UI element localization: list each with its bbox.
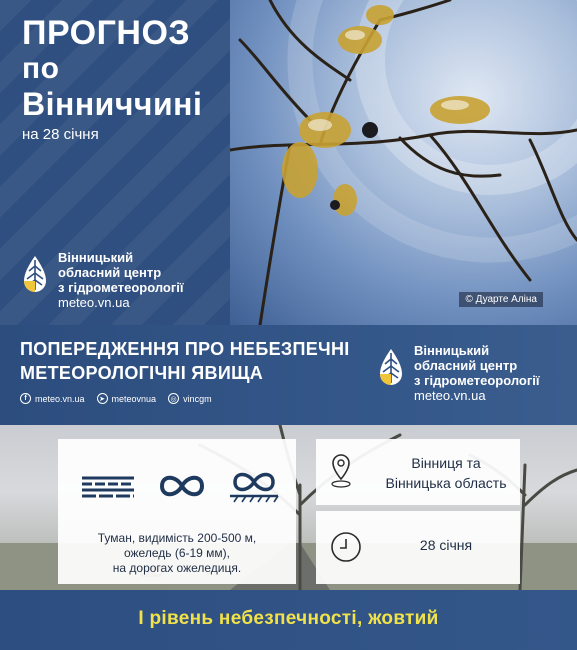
location-line-2: Вінницька область bbox=[385, 475, 507, 491]
social-links bbox=[20, 393, 212, 404]
photo-credit: © Дуарте Аліна bbox=[459, 292, 543, 307]
icy-branch-photo bbox=[230, 0, 577, 325]
forecast-date: на 28 січня bbox=[22, 126, 99, 143]
logo2-line-2: обласний центр bbox=[414, 358, 518, 373]
instagram-icon: ◎ bbox=[168, 393, 179, 404]
forecast-panel bbox=[0, 0, 230, 325]
phenomena-line-3: на дорогах ожеледиця. bbox=[112, 561, 242, 575]
social-facebook-label: meteo.vn.ua bbox=[35, 393, 85, 404]
warning-date: 28 січня bbox=[419, 537, 473, 553]
location-card bbox=[316, 439, 520, 505]
logo2-url[interactable]: meteo.vn.ua bbox=[414, 388, 486, 403]
road-ice-icon bbox=[228, 469, 280, 503]
danger-level-bar bbox=[0, 590, 577, 650]
telegram-icon: ➤ bbox=[97, 393, 108, 404]
social-telegram[interactable] bbox=[97, 393, 157, 404]
phenomena-card bbox=[58, 439, 296, 584]
phenomena-description bbox=[58, 531, 296, 576]
phenomena-line-2: ожеледь (6-19 мм), bbox=[123, 546, 231, 560]
logo-url[interactable]: meteo.vn.ua bbox=[58, 295, 130, 310]
warning-title-line-2: МЕТЕОРОЛОГІЧНІ ЯВИЩА bbox=[20, 363, 264, 383]
icy-branch-illustration bbox=[230, 0, 577, 325]
logo-line-3: з гідрометеорології bbox=[58, 280, 184, 295]
facebook-icon: f bbox=[20, 393, 31, 404]
danger-level-text: І рівень небезпечності, жовтий bbox=[138, 608, 439, 629]
title-line-3: Вінниччині bbox=[22, 86, 203, 122]
location-pin-icon bbox=[330, 453, 352, 489]
logo2-line-1: Вінницький bbox=[414, 343, 490, 358]
social-instagram[interactable] bbox=[168, 393, 212, 404]
logo-line-2: обласний центр bbox=[58, 265, 162, 280]
location-line-1: Вінниця та bbox=[411, 455, 481, 471]
spruce-drop-logo-icon bbox=[20, 254, 50, 294]
social-instagram-label: vincgm bbox=[183, 393, 212, 404]
logo2-line-3: з гідрометеорології bbox=[414, 373, 540, 388]
logo-line-1: Вінницький bbox=[58, 250, 134, 265]
location-text bbox=[378, 453, 514, 493]
warning-title-line-1: ПОПЕРЕДЖЕННЯ ПРО НЕБЕЗПЕЧНІ bbox=[20, 339, 350, 359]
social-telegram-label: meteovnua bbox=[111, 393, 157, 404]
org-logo-banner bbox=[376, 343, 540, 403]
date-card bbox=[316, 511, 520, 584]
foggy-road-photo bbox=[0, 425, 577, 590]
phenomena-line-1: Туман, видимість 200-500 м, bbox=[97, 531, 257, 545]
title-line-1: ПРОГНОЗ bbox=[22, 14, 191, 52]
warning-banner bbox=[0, 325, 577, 425]
social-facebook[interactable] bbox=[20, 393, 85, 404]
clock-icon bbox=[330, 531, 362, 563]
warning-title bbox=[20, 337, 350, 385]
fog-icon bbox=[80, 473, 136, 499]
org-logo bbox=[20, 250, 184, 310]
glaze-icon bbox=[156, 471, 208, 501]
title-line-2: по bbox=[22, 52, 60, 85]
spruce-drop-logo-icon bbox=[376, 347, 406, 387]
